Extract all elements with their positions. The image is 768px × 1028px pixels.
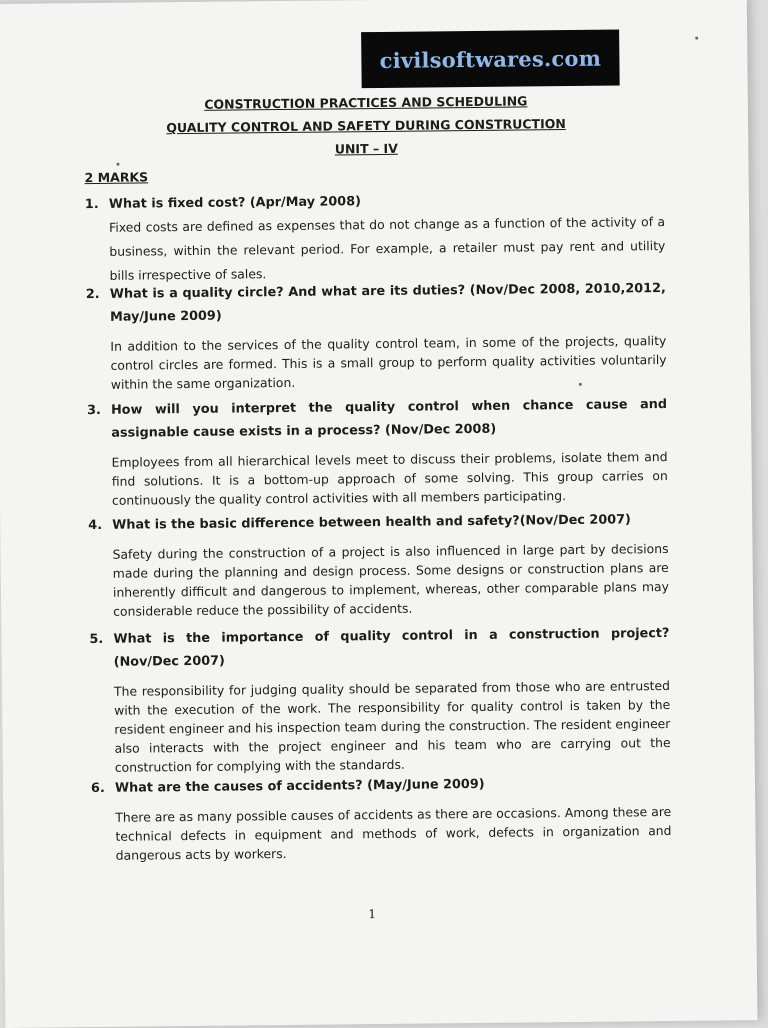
- qa-item: [86, 277, 667, 394]
- question: [89, 622, 669, 674]
- answer-text: Employees from all hierarchical levels meet to discuss their problems, isolate them and find solutions. It is a bottom-up approach of some solving. This group carries on continuously the quality control activities with all members participating.: [111, 448, 668, 508]
- qa-item: [89, 622, 671, 777]
- question-number: 3.: [86, 402, 101, 419]
- question-text: What is a quality circle? And what are its duties? (Nov/Dec 2008, 2010,2012, May/June 2009): [109, 280, 666, 325]
- scan-speck: [579, 383, 582, 386]
- question-text: What is fixed cost? (Apr/May 2008): [108, 194, 362, 212]
- answer-text: Fixed costs are defined as expenses that do not change as a function of the activity of a business, within the relevant period. For example, a retailer must pay rent and utility bills irrespective of sales.: [109, 213, 666, 283]
- question-text: How will you interpret the quality control when chance cause and assignable cause exists in a process? (Nov/Dec 2008): [110, 396, 668, 441]
- course-title: CONSTRUCTION PRACTICES AND SCHEDULING: [204, 93, 528, 112]
- answer-text: In addition to the services of the quality control team, in some of the projects, quality control circles are formed. This is a small group to perform quality activities voluntarily within the same organization.: [110, 332, 667, 392]
- site-logo: [361, 29, 620, 88]
- section-title: 2 MARKS: [84, 169, 149, 186]
- qa-item: [85, 187, 666, 288]
- question-number: 5.: [89, 631, 104, 648]
- answer-text: There are as many possible causes of accidents as there are occasions. Among these are technical defects in equipment and methods of work, defects in organization and dangerous acts by workers.: [115, 803, 672, 863]
- question-number: 1.: [84, 196, 99, 213]
- scan-speck: [695, 37, 698, 40]
- unit-title: UNIT – IV: [334, 140, 398, 157]
- question-number: 6.: [90, 780, 105, 797]
- question-text: What is the importance of quality control in a construction project? (Nov/Dec 2007): [113, 625, 670, 670]
- scan-speck: [116, 163, 119, 166]
- question-text: What is the basic difference between health and safety?(Nov/Dec 2007): [112, 512, 631, 533]
- question: [88, 508, 668, 537]
- question: [86, 277, 666, 329]
- question: [91, 771, 671, 800]
- qa-item: [88, 508, 669, 621]
- answer-text: The responsibility for judging quality should be separated from those who are entrusted with the execution of the work. The responsibility for quality control is taken by the resident engineer and his inspection team during the construction. The resident engineer also interacts with the project engineer and his team who are carrying out the construction for complying with the standards.: [113, 677, 671, 775]
- page-number: 1: [368, 907, 377, 922]
- question-number: 2.: [85, 286, 100, 303]
- question-number: 4.: [88, 517, 103, 534]
- qa-item: [87, 393, 668, 510]
- topic-title: QUALITY CONTROL AND SAFETY DURING CONSTRUCTION: [166, 116, 566, 136]
- question-text: What are the causes of accidents? (May/June 2009): [114, 776, 485, 796]
- answer-text: Safety during the construction of a project is also influenced in large part by decisions made during the planning and design process. Some designs or construction plans are inherently difficult and dangerous to implement, whereas, other comparable plans may considerable reduce the possibility of accidents.: [112, 540, 669, 619]
- question: [87, 393, 667, 445]
- qa-item: [91, 771, 672, 865]
- site-logo-text: civilsoftwares.com: [379, 45, 602, 73]
